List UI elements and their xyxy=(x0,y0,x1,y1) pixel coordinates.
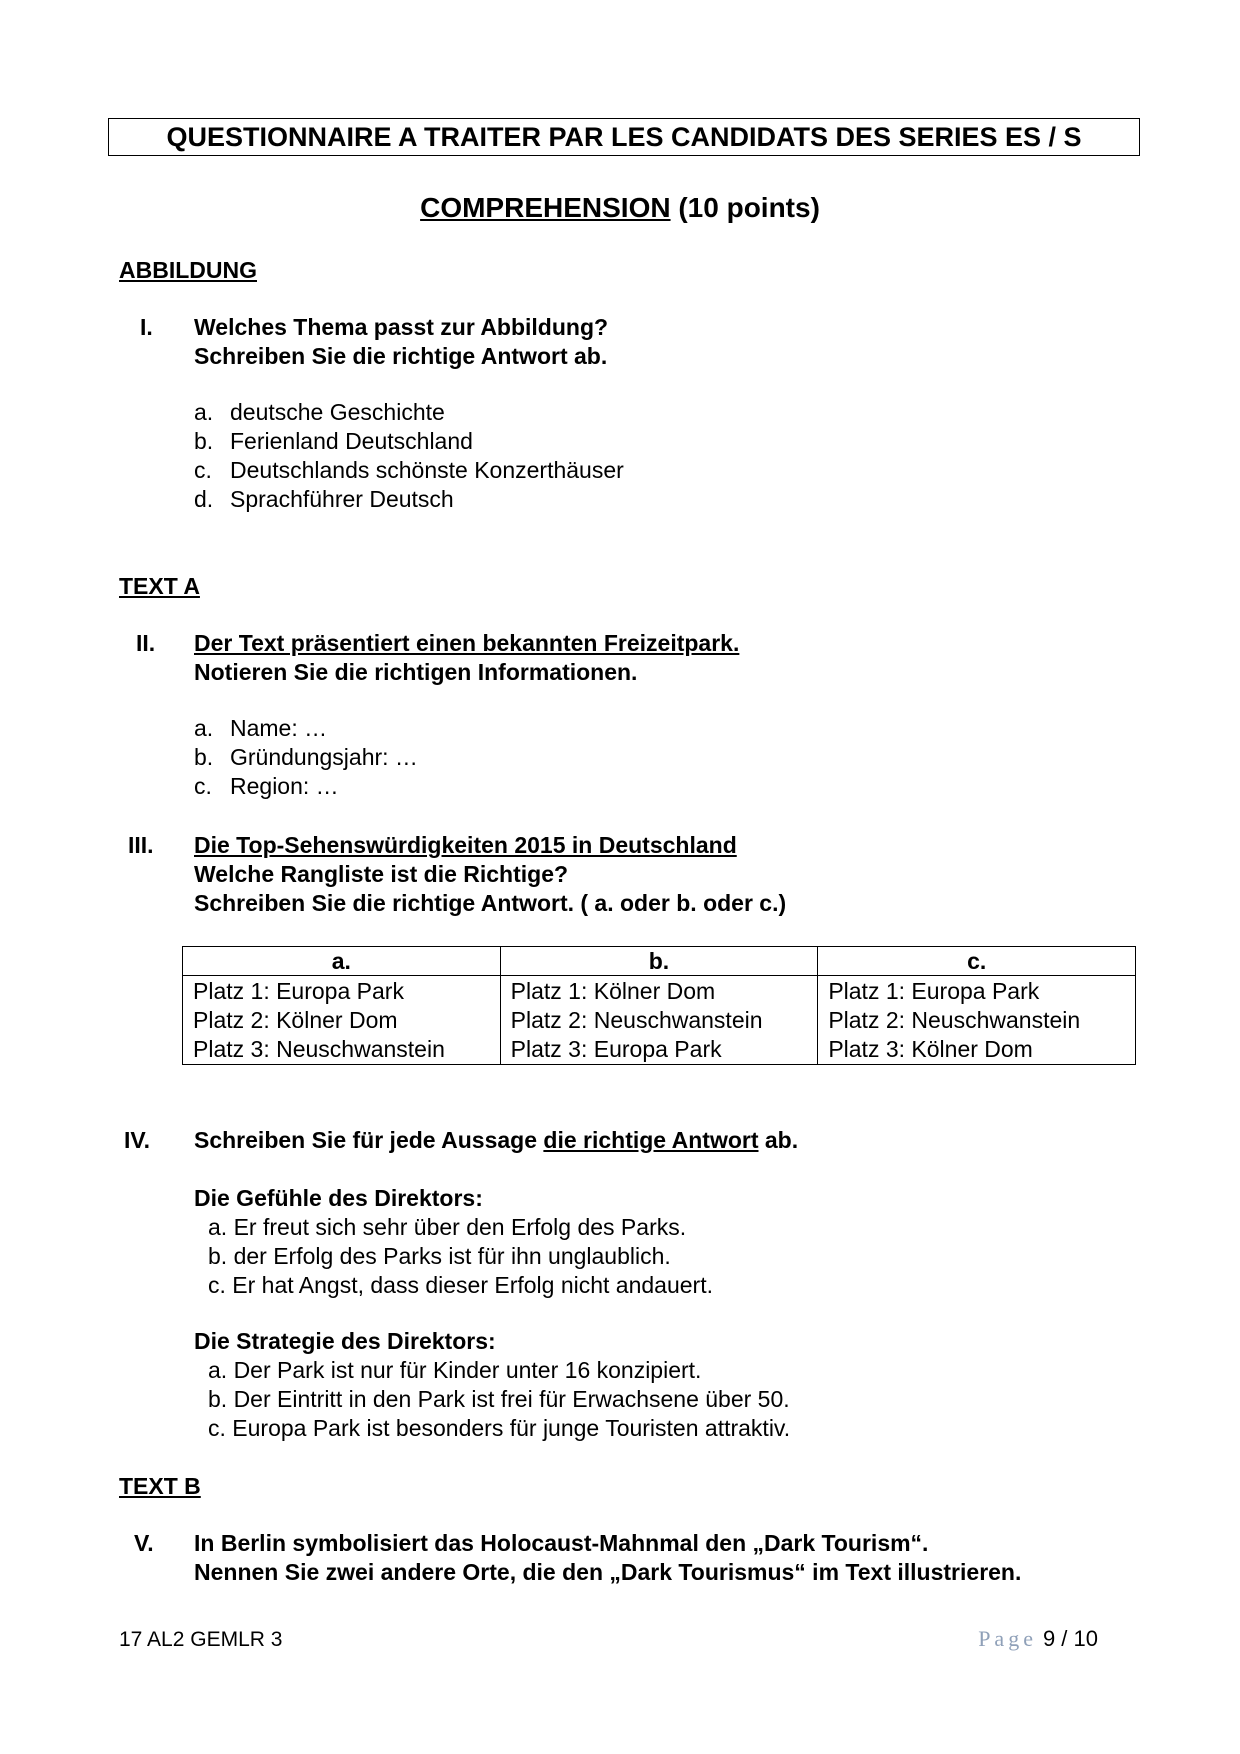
option-1c: c. Deutschlands schönste Konzerthäuser xyxy=(194,457,624,483)
question-4-underlined: die richtige Antwort xyxy=(543,1127,759,1153)
question-1-line-2: Schreiben Sie die richtige Antwort ab. xyxy=(194,343,608,369)
strategy-option-b: b. Der Eintritt in den Park ist frei für Erwachsene über 50. xyxy=(208,1386,790,1412)
question-1-line-1: Welches Thema passt zur Abbildung? xyxy=(194,314,609,340)
question-5-line-1: In Berlin symbolisiert das Holocaust-Mahnmal den „Dark Tourism“. xyxy=(194,1530,929,1556)
option-2c: c. Region: … xyxy=(194,773,339,799)
ranking-table xyxy=(182,946,1136,1065)
option-2b: b. Gründungsjahr: … xyxy=(194,744,418,770)
question-2-line-2: Notieren Sie die richtigen Informationen. xyxy=(194,659,638,685)
ranking-header-b: b. xyxy=(500,947,818,976)
questionnaire-header: QUESTIONNAIRE A TRAITER PAR LES CANDIDATS DES SERIES ES / S xyxy=(108,118,1140,156)
ranking-header-a: a. xyxy=(183,947,501,976)
feelings-title: Die Gefühle des Direktors: xyxy=(194,1185,483,1211)
ranking-a-2: Platz 2: Kölner Dom xyxy=(193,1007,398,1033)
question-number-2: II. xyxy=(136,630,156,656)
ranking-b-3: Platz 3: Europa Park xyxy=(510,1036,722,1062)
option-1b: b. Ferienland Deutschland xyxy=(194,428,473,454)
ranking-cell-c xyxy=(818,976,1136,1065)
page-indicator xyxy=(978,1626,1098,1652)
page-label: Page xyxy=(978,1626,1037,1651)
ranking-table-header xyxy=(183,947,1136,976)
ranking-cell-b xyxy=(500,976,818,1065)
ranking-c-3: Platz 3: Kölner Dom xyxy=(828,1036,1033,1062)
section-text-b: TEXT B xyxy=(119,1473,201,1499)
option-1d: d. Sprachführer Deutsch xyxy=(194,486,454,512)
question-4-prompt: Schreiben Sie für jede Aussage die richtige Antwort ab. xyxy=(194,1127,799,1153)
document-code: 17 AL2 GEMLR 3 xyxy=(119,1628,283,1651)
section-text-a: TEXT A xyxy=(119,573,200,599)
strategy-option-c: c. Europa Park ist besonders für junge Touristen attraktiv. xyxy=(208,1415,791,1441)
ranking-header-c: c. xyxy=(818,947,1136,976)
comprehension-points: (10 points) xyxy=(678,192,820,223)
question-3-line-2: Welche Rangliste ist die Richtige? xyxy=(194,861,569,887)
ranking-c-1: Platz 1: Europa Park xyxy=(828,978,1040,1004)
question-3-line-3: Schreiben Sie die richtige Antwort. ( a. oder b. oder c.) xyxy=(194,890,787,916)
option-2a: a. Name: … xyxy=(194,715,328,741)
feelings-option-b: b. der Erfolg des Parks ist für ihn unglaublich. xyxy=(208,1243,671,1269)
section-abbildung: ABBILDUNG xyxy=(119,257,257,283)
ranking-b-2: Platz 2: Neuschwanstein xyxy=(510,1007,763,1033)
question-number-3: III. xyxy=(128,832,154,858)
strategy-title: Die Strategie des Direktors: xyxy=(194,1328,496,1354)
question-number-4: IV. xyxy=(124,1127,151,1153)
ranking-b-1: Platz 1: Kölner Dom xyxy=(510,978,716,1004)
feelings-option-c: c. Er hat Angst, dass dieser Erfolg nicht andauert. xyxy=(208,1272,714,1298)
question-number-5: V. xyxy=(134,1530,154,1556)
ranking-c-2: Platz 2: Neuschwanstein xyxy=(828,1007,1081,1033)
strategy-option-a: a. Der Park ist nur für Kinder unter 16 konzipiert. xyxy=(208,1357,702,1383)
option-1a: a. deutsche Geschichte xyxy=(194,399,445,425)
ranking-table-body xyxy=(183,976,1136,1065)
question-3-line-1: Die Top-Sehenswürdigkeiten 2015 in Deutschland xyxy=(194,832,737,858)
question-number-1: I. xyxy=(140,314,153,340)
ranking-a-1: Platz 1: Europa Park xyxy=(193,978,404,1004)
feelings-option-a: a. Er freut sich sehr über den Erfolg des Parks. xyxy=(208,1214,687,1240)
ranking-a-3: Platz 3: Neuschwanstein xyxy=(193,1036,445,1062)
question-5-line-2: Nennen Sie zwei andere Orte, die den „Dark Tourismus“ im Text illustrieren. xyxy=(194,1559,1022,1585)
comprehension-label: COMPREHENSION xyxy=(420,192,671,223)
comprehension-title xyxy=(0,192,1240,224)
question-2-line-1: Der Text präsentiert einen bekannten Freizeitpark. xyxy=(194,630,740,656)
page-number: 9 / 10 xyxy=(1042,1626,1098,1651)
ranking-cell-a xyxy=(183,976,501,1065)
